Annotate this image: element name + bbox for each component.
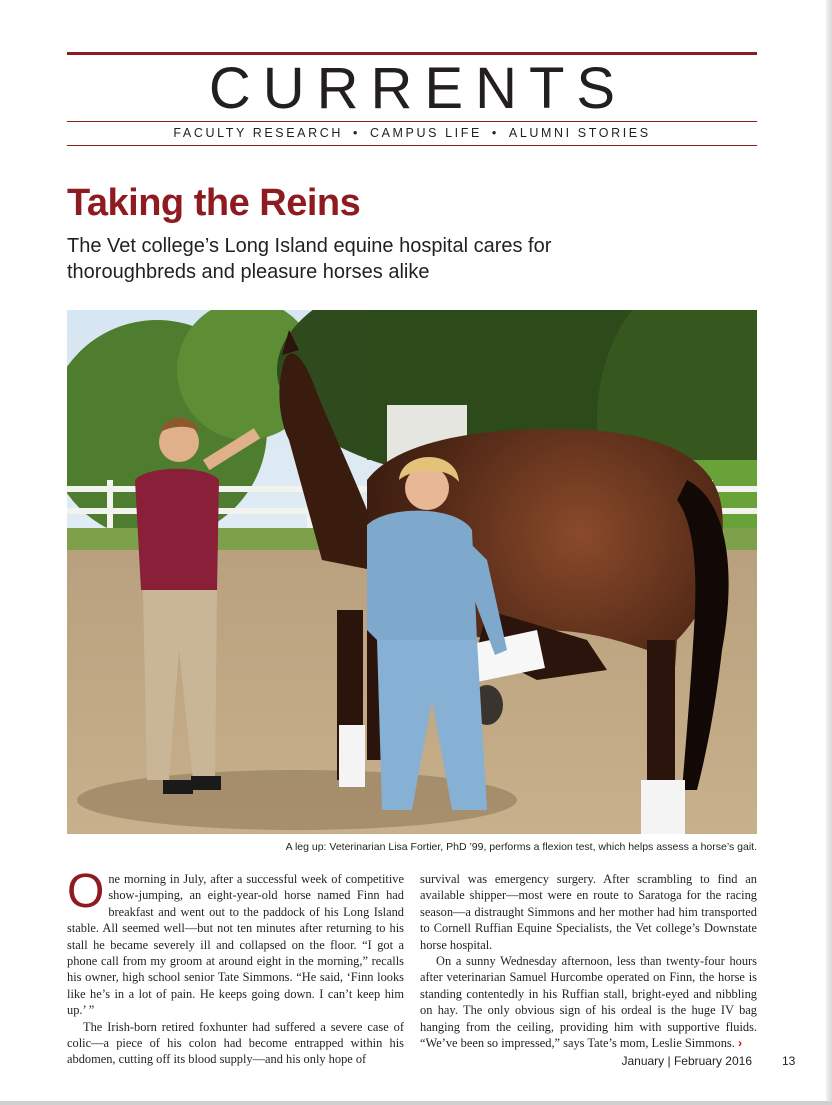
drop-cap: O: [67, 865, 105, 918]
masthead-middle-rule: [67, 121, 757, 122]
section-list: [67, 125, 757, 141]
masthead-title: CURRENTS: [208, 56, 628, 121]
article-dek: The Vet college’s Long Island equine hospital cares for thoroughbreds and pleasure horses alike: [67, 235, 552, 283]
section-separator: •: [352, 126, 360, 140]
issue-date: January | February 2016: [621, 1054, 752, 1068]
paragraph-text: ne morning in July, after a successful week of competitive show-jumping, an eight-year-old horse named Finn had breakfast and went out to the paddock of his Long Island stable. All seemed well—but not ten minutes after returning to his stall he became severely ill and collapsed on the floor. “I got a phone call from my groom at around eight in the morning,” recalls his owner, high school senior Tate Simmons. “He said, ‘Finn looks like he’s in a lot of pain. He keeps going down. I can’t keep him up.’ ”: [67, 872, 404, 1018]
article-paragraph: [420, 953, 757, 1051]
paragraph-text: On a sunny Wednesday afternoon, less than twenty-four hours after veterinarian Samuel Hurcombe operated on Finn, the horse is standing contentedly in his Ruffian stall, bright-eyed and nibbling on hay. The only obvious sign of his ordeal is the huge IV bag hanging from the ceiling, providing him with supportive fluids. “We’ve been so impressed,” says Tate’s mom, Leslie Simmons.: [420, 954, 757, 1051]
section-alumni-stories: ALUMNI STORIES: [508, 126, 651, 140]
article-paragraph: [67, 865, 404, 1019]
article-column-right: [420, 871, 757, 1051]
section-campus-life: CAMPUS LIFE: [369, 126, 482, 140]
masthead-top-rule: [67, 52, 757, 55]
article-paragraph: survival was emergency surgery. After scrambling to find an available shipper—most were en route to Saratoga for the racing season—a distraught Simmons and her mother had him transported to Cornell Ruffian Equine Specialists, the Vet college’s Downstate horse hospital.: [420, 872, 757, 952]
page-bottom-edge: [0, 1101, 832, 1105]
masthead-bottom-rule: [67, 145, 757, 146]
continue-arrow-icon: ›: [737, 1036, 743, 1051]
section-faculty-research: FACULTY RESEARCH: [173, 126, 343, 140]
page-number: 13: [782, 1054, 796, 1068]
article-column-left: [67, 865, 404, 1068]
page-edge: [826, 0, 832, 1105]
article-paragraph: The Irish-born retired foxhunter had suffered a severe case of colic—a piece of his colon had become entrapped within his abdomen, cutting off its blood supply—and his only hope of: [67, 1019, 404, 1067]
photo-caption: A leg up: Veterinarian Lisa Fortier, PhD ’99, performs a flexion test, which helps assess a horse’s gait.: [285, 841, 757, 853]
section-separator: •: [491, 126, 499, 140]
article-headline: Taking the Reins: [67, 182, 361, 224]
article-photo: [67, 310, 757, 834]
